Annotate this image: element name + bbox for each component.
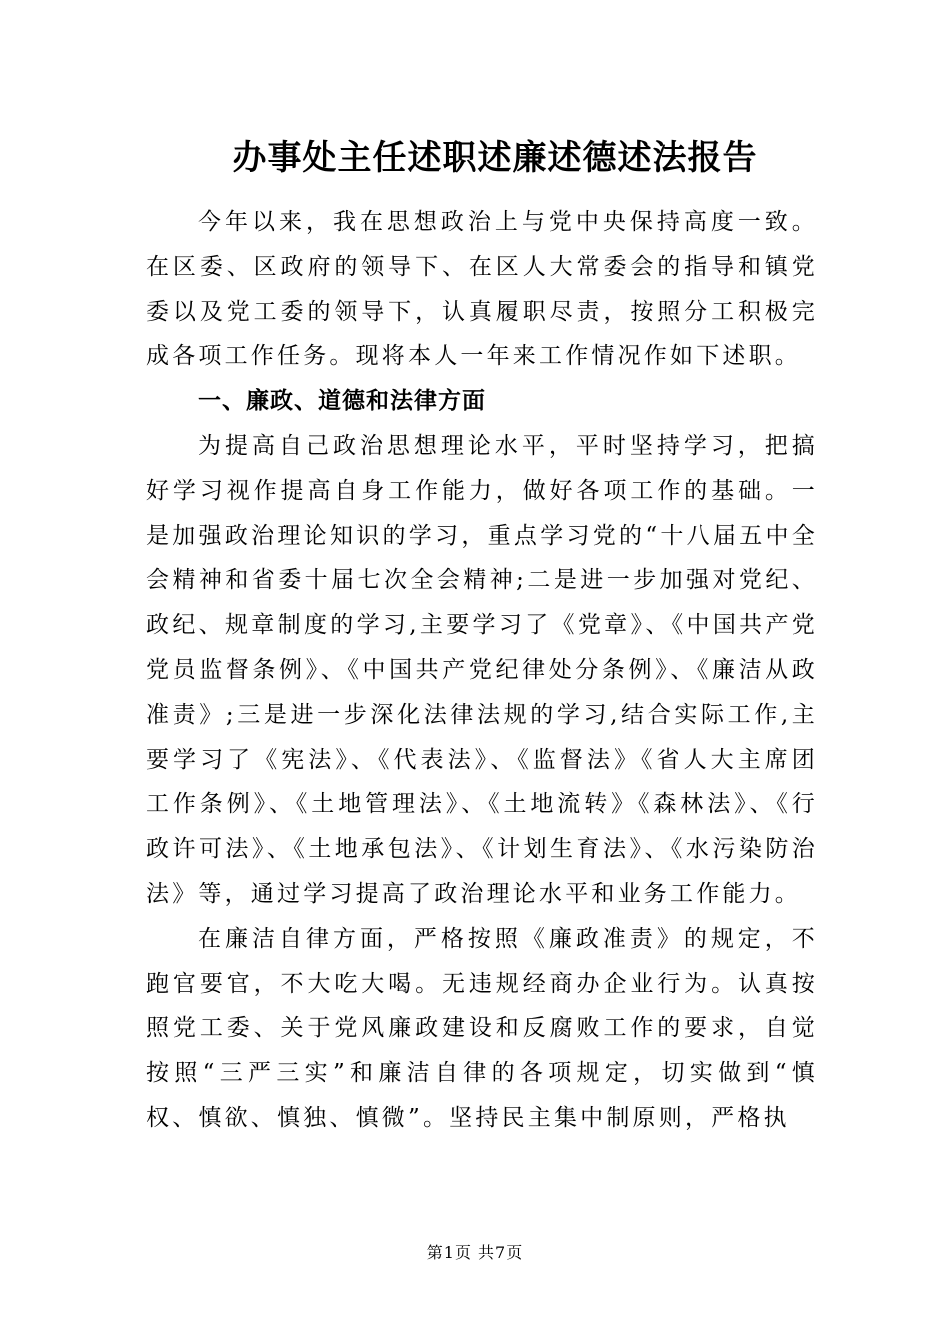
intro-paragraph: 今年以来，我在思想政治上与党中央保持高度一致。在区委、区政府的领导下、在区人大常委会的指导和镇党委以及党工委的领导下，认真履职尽责，按照分工积极完成各项工作任务。现将本人一年来工作情况作如下述职。 — [146, 209, 818, 370]
section-heading: 一、廉政、道德和法律方面 — [198, 388, 486, 415]
document-body — [146, 200, 818, 1141]
integrity-paragraph: 在廉洁自律方面，严格按照《廉政准责》的规定，不跑官要官，不大吃大喝。无违规经商办企业行为。认真按照党工委、关于党风廉政建设和反腐败工作的要求，自觉按照“三严三实”和廉洁自律的各项规定，切实做到“慎权、慎欲、慎独、慎微”。坚持民主集中制原则，严格执 — [146, 925, 818, 1131]
study-paragraph: 为提高自己政治思想理论水平，平时坚持学习，把搞好学习视作提高自身工作能力，做好各项工作的基础。一是加强政治理论知识的学习，重点学习党的“十八届五中全会精神和省委十届七次全会精神;二是进一步加强对党纪、政纪、规章制度的学习,主要学习了《党章》、《中国共产党党员监督条例》、《中国共产党纪律处分条例》、《廉洁从政准责》;三是进一步深化法律法规的学习,结合实际工作,主要学习了《宪法》、《代表法》、《监督法》《省人大主席团工作条例》、《土地管理法》、《土地流转》《森林法》、《行政许可法》、《土地承包法》、《计划生育法》、《水污染防治法》等，通过学习提高了政治理论水平和业务工作能力。 — [146, 432, 818, 907]
page-number: 第1页 共7页 — [426, 1243, 524, 1262]
document-title: 办事处主任述职述廉述德述法报告 — [232, 138, 758, 178]
